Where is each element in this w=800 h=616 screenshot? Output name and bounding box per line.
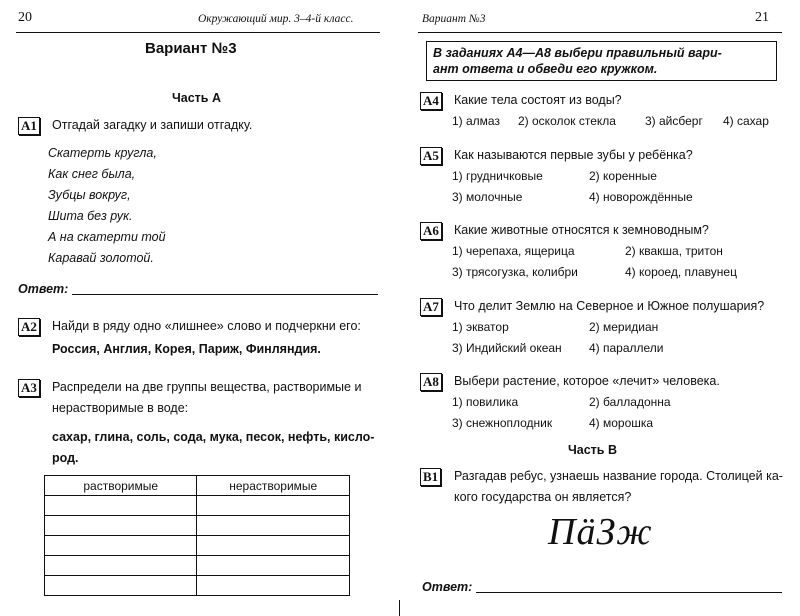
- table-cell[interactable]: [45, 496, 197, 516]
- answer-option[interactable]: 2) меридиан: [589, 320, 659, 334]
- question-tag-a8: А8: [420, 373, 442, 391]
- table-cell[interactable]: [45, 556, 197, 576]
- table-cell[interactable]: [45, 576, 197, 596]
- question-a2-text: Найди в ряду одно «лишнее» слово и подчеркни его:: [52, 319, 361, 333]
- answer-option[interactable]: 2) балладонна: [589, 395, 671, 409]
- answer-label: Ответ:: [18, 282, 69, 296]
- question-tag-a4: А4: [420, 92, 442, 110]
- answer-option[interactable]: 4) морошка: [589, 416, 654, 430]
- question-a1-text: Отгадай загадку и запиши отгадку.: [52, 118, 253, 132]
- question-tag-a3: А3: [18, 379, 40, 397]
- answer-option[interactable]: 1) повилика: [452, 395, 519, 409]
- answer-line[interactable]: [72, 294, 378, 295]
- instruction-box: [426, 41, 777, 81]
- table-cell[interactable]: [45, 516, 197, 536]
- answer-option[interactable]: 1) экватор: [452, 320, 509, 334]
- riddle-line: Зубцы вокруг,: [48, 188, 131, 202]
- answer-option[interactable]: 3) Индийский океан: [452, 341, 562, 355]
- question-b1-text: кого государства он является?: [454, 490, 632, 504]
- answer-option[interactable]: 1) алмаз: [452, 114, 500, 128]
- riddle-line: А на скатерти той: [48, 230, 166, 244]
- riddle-line: Каравай золотой.: [48, 251, 154, 265]
- answer-option[interactable]: 4) новорождённые: [589, 190, 693, 204]
- riddle-line: Скатерть кругла,: [48, 146, 157, 160]
- question-tag-a1: А1: [18, 117, 40, 135]
- substances-list: сахар, глина, соль, сода, мука, песок, нефть, кисло-: [52, 430, 375, 444]
- riddle-line: Шита без рук.: [48, 209, 133, 223]
- table-cell[interactable]: [197, 556, 350, 576]
- answer-option[interactable]: 2) квакша, тритон: [625, 244, 723, 258]
- answer-option[interactable]: 2) коренные: [589, 169, 657, 183]
- question-a3-text: нерастворимые в воде:: [52, 401, 189, 415]
- table-cell[interactable]: [197, 536, 350, 556]
- answer-label: Ответ:: [422, 580, 473, 594]
- question-a7-text: Что делит Землю на Северное и Южное полушария?: [454, 299, 765, 313]
- table-cell[interactable]: [197, 576, 350, 596]
- answer-option[interactable]: 1) грудничковые: [452, 169, 543, 183]
- answer-option[interactable]: 3) трясогузка, колибри: [452, 265, 578, 279]
- rebus-handwriting: ПӓЗж: [548, 511, 653, 553]
- header-rule: [16, 32, 380, 33]
- substances-list: род.: [52, 451, 79, 465]
- column-header-insoluble: нерастворимые: [197, 476, 350, 496]
- answer-line[interactable]: [476, 592, 782, 593]
- answer-option[interactable]: 2) осколок стекла: [518, 114, 616, 128]
- question-tag-a6: А6: [420, 222, 442, 240]
- instruction-text: ант ответа и обведи его кружком.: [433, 62, 658, 76]
- question-tag-b1: В1: [420, 468, 441, 486]
- answer-option[interactable]: 4) короед, плавунец: [625, 265, 737, 279]
- table-cell[interactable]: [197, 496, 350, 516]
- right-page: [400, 0, 800, 616]
- answer-option[interactable]: 3) снежноплодник: [452, 416, 553, 430]
- part-b-title: Часть В: [568, 443, 617, 457]
- question-a4-text: Какие тела состоят из воды?: [454, 93, 622, 107]
- question-a6-text: Какие животные относятся к земноводным?: [454, 223, 709, 237]
- question-a5-text: Как называются первые зубы у ребёнка?: [454, 148, 693, 162]
- odd-word-list[interactable]: Россия, Англия, Корея, Париж, Финляндия.: [52, 342, 321, 356]
- answer-option[interactable]: 4) сахар: [723, 114, 769, 128]
- table-cell[interactable]: [45, 536, 197, 556]
- answer-option[interactable]: 4) параллели: [589, 341, 664, 355]
- page-number: 20: [18, 10, 32, 25]
- answer-option[interactable]: 1) черепаха, ящерица: [452, 244, 575, 258]
- question-tag-a7: А7: [420, 298, 442, 316]
- question-b1-text: Разгадав ребус, узнаешь название города. Столицей ка-: [454, 469, 783, 483]
- answer-option[interactable]: 3) айсберг: [645, 114, 703, 128]
- header-rule: [418, 32, 782, 33]
- solubility-table: [44, 475, 350, 596]
- part-a-title: Часть А: [172, 91, 221, 105]
- answer-option[interactable]: 3) молочные: [452, 190, 523, 204]
- riddle-line: Как снег была,: [48, 167, 136, 181]
- variant-title: Вариант №3: [145, 40, 237, 57]
- column-header-soluble: растворимые: [45, 476, 197, 496]
- running-header: Окружающий мир. 3–4-й класс.: [198, 13, 354, 25]
- page-number: 21: [755, 10, 769, 25]
- instruction-text: В заданиях А4—А8 выбери правильный вари-: [433, 46, 722, 60]
- question-tag-a5: А5: [420, 147, 442, 165]
- question-a3-text: Распредели на две группы вещества, растворимые и: [52, 380, 362, 394]
- running-header: Вариант №3: [422, 13, 486, 25]
- table-cell[interactable]: [197, 516, 350, 536]
- question-a8-text: Выбери растение, которое «лечит» человека.: [454, 374, 720, 388]
- question-tag-a2: А2: [18, 318, 40, 336]
